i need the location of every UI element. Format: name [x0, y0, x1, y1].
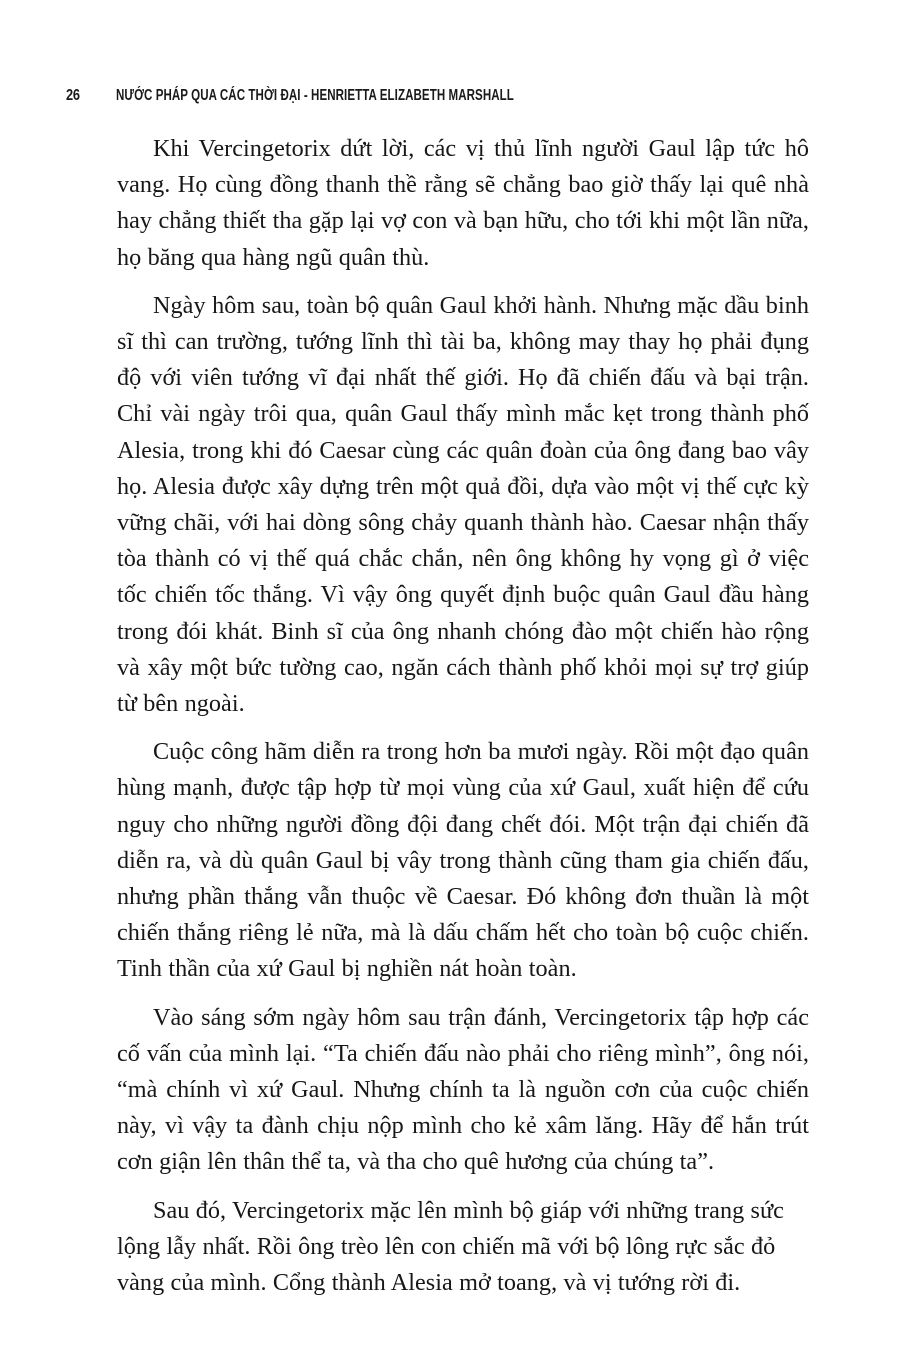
paragraph: Khi Vercingetorix dứt lời, các vị thủ lĩnh người Gaul lập tức hô vang. Họ cùng đồng thanh thề rằng sẽ chẳng bao giờ thấy lại quê nhà hay chẳng thiết tha gặp lại vợ con và bạn hữu, cho tới khi một lần nữa, họ băng qua hàng ngũ quân thù. [117, 135, 809, 271]
paragraph: Cuộc công hãm diễn ra trong hơn ba mươi ngày. Rồi một đạo quân hùng mạnh, được tập hợp từ mọi vùng của xứ Gaul, xuất hiện để cứu nguy cho những người đồng đội đang chết đói. Một trận đại chiến đã diễn ra, và dù quân Gaul bị vây trong thành cũng tham gia chiến đấu, nhưng phần thắng vẫn thuộc về Caesar. Đó không đơn thuần là một chiến thắng riêng lẻ nữa, mà là dấu chấm hết cho toàn bộ cuộc chiến. Tinh thần của xứ Gaul bị nghiền nát hoàn toàn. [117, 738, 809, 983]
page-number: 26 [66, 87, 80, 104]
paragraph: Vào sáng sớm ngày hôm sau trận đánh, Vercingetorix tập hợp các cố vấn của mình lại. “Ta chiến đấu nào phải cho riêng mình”, ông nói, “mà chính vì xứ Gaul. Nhưng chính ta là nguồn cơn của cuộc chiến này, vì vậy ta đành chịu nộp mình cho kẻ xâm lăng. Hãy để hắn trút cơn giận lên thân thể ta, và tha cho quê hương của chúng ta”. [117, 1003, 809, 1176]
running-title: NƯỚC PHÁP QUA CÁC THỜI ĐẠI - HENRIETTA ELIZABETH MARSHALL [116, 87, 514, 104]
body-text-block [117, 131, 809, 1301]
paragraph: Sau đó, Vercingetorix mặc lên mình bộ giáp với những trang sức lộng lẫy nhất. Rồi ông trèo lên con chiến mã với bộ lông rực sắc đỏ vàng của mình. Cổng thành Alesia mở toang, và vị tướng rời đi. [117, 1196, 784, 1297]
running-head [0, 86, 907, 110]
paragraph: Ngày hôm sau, toàn bộ quân Gaul khởi hành. Nhưng mặc dầu binh sĩ thì can trường, tướng lĩnh thì tài ba, không may thay họ phải đụng độ với viên tướng vĩ đại nhất thế giới. Họ đã chiến đấu và bại trận. Chỉ vài ngày trôi qua, quân Gaul thấy mình mắc kẹt trong thành phố Alesia, trong khi đó Caesar cùng các quân đoàn của ông đang bao vây họ. Alesia được xây dựng trên một quả đồi, dựa vào một vị thế cực kỳ vững chãi, với hai dòng sông chảy quanh thành hào. Caesar nhận thấy tòa thành có vị thế quá chắc chắn, nên ông không hy vọng gì ở việc tốc chiến tốc thắng. Vì vậy ông quyết định buộc quân Gaul đầu hàng trong đói khát. Binh sĩ của ông nhanh chóng đào một chiến hào rộng và xây một bức tường cao, ngăn cách thành phố khỏi mọi sự trợ giúp từ bên ngoài. [117, 291, 809, 718]
